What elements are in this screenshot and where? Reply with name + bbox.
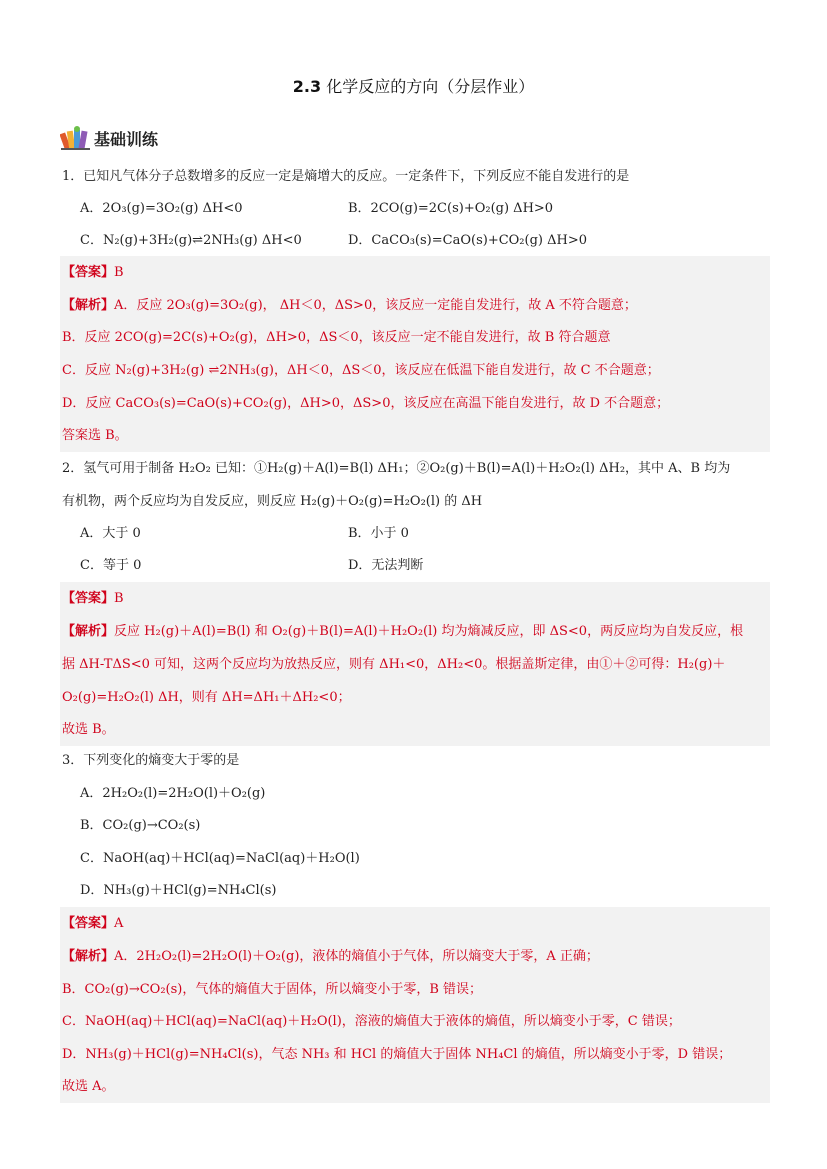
q1-option-b: B．2CO(g)=2C(s)+O₂(g) ΔH>0 [348,201,554,216]
q2-option-d: D．无法判断 [348,558,424,573]
q2-analysis-tag: 【解析】 [62,624,115,639]
q3-stem: 3．下列变化的熵变大于零的是 [62,753,240,768]
q1-analysis-5: 答案选 B。 [62,428,128,443]
q1-analysis-3: C．反应 N₂(g)+3H₂(g) ⇌2NH₃(g)，ΔH＜0，ΔS＜0，该反应在低温下能自发进行，故 C 不合题意； [62,363,660,378]
q3-analysis-5: 故选 A。 [62,1079,115,1094]
q1-answer-box [60,256,770,452]
q2-option-b: B．小于 0 [348,526,409,541]
q1-answer [62,263,124,283]
q3-answer [62,914,123,934]
section-label: 基础训练 [94,129,159,149]
q1-analysis-tag: 【解析】 [62,298,115,313]
q2-option-a: A．大于 0 [80,526,141,541]
page-title [0,74,827,97]
q2-analysis-1 [62,622,743,642]
q2-answer [62,589,124,609]
q3-answer-box [60,907,770,1103]
q3-analysis-text-1: A．2H₂O₂(l)=2H₂O(l)＋O₂(g)，液体的熵值小于气体，所以熵变大于零，A 正确； [114,949,599,964]
q1-answer-tag: 【答案】 [62,265,115,280]
q2-answer-tag: 【答案】 [62,591,115,606]
q2-analysis-3: O₂(g)=H₂O₂(l) ΔH，则有 ΔH=ΔH₁＋ΔH₂<0； [62,690,351,705]
q3-answer-tag: 【答案】 [62,916,115,931]
q1-stem: 1．已知凡气体分子总数增多的反应一定是熵增大的反应。一定条件下，下列反应不能自发进行的是 [62,169,630,184]
q2-stem-1: 2．氢气可用于制备 H₂O₂ 已知：①H₂(g)＋A(l)=B(l) ΔH₁；②O₂(g)＋B(l)=A(l)＋H₂O₂(l) ΔH₂，其中 A、B 均为 [62,461,731,476]
q3-option-c: C．NaOH(aq)＋HCl(aq)=NaCl(aq)＋H₂O(l) [80,851,360,866]
section-header [60,124,158,152]
q3-option-a: A．2H₂O₂(l)=2H₂O(l)＋O₂(g) [80,786,266,801]
q2-analysis-2: 据 ΔH-TΔS<0 可知，这两个反应均为放热反应，则有 ΔH₁<0，ΔH₂<0。根据盖斯定律，由①＋②可得：H₂(g)＋ [62,657,726,672]
q1-analysis-2: B．反应 2CO(g)=2C(s)+O₂(g)，ΔH>0，ΔS＜0，该反应一定不能自发进行，故 B 符合题意 [62,330,611,345]
q3-answer-value: A [114,916,124,931]
q3-analysis-tag: 【解析】 [62,949,115,964]
q1-analysis-1 [62,296,637,316]
books-icon [60,125,92,151]
q1-option-a: A．2O₃(g)=3O₂(g) ΔH<0 [80,201,243,216]
title-text: 化学反应的方向（分层作业） [321,77,535,96]
title-number: 2.3 [292,77,322,96]
q3-analysis-1 [62,947,599,967]
q1-option-d: D．CaCO₃(s)=CaO(s)+CO₂(g) ΔH>0 [348,233,588,248]
q1-option-c: C．N₂(g)+3H₂(g)⇌2NH₃(g) ΔH<0 [80,233,302,248]
q3-option-d: D．NH₃(g)＋HCl(g)=NH₄Cl(s) [80,883,277,898]
q3-analysis-2: B．CO₂(g)→CO₂(s)，气体的熵值大于固体，所以熵变小于零，B 错误； [62,982,483,997]
q1-answer-value: B [114,265,124,280]
q2-option-c: C．等于 0 [80,558,142,573]
q3-analysis-4: D．NH₃(g)＋HCl(g)=NH₄Cl(s)，气态 NH₃ 和 HCl 的熵值大于固体 NH₄Cl 的熵值，所以熵变小于零，D 错误； [62,1047,732,1062]
q1-analysis-4: D．反应 CaCO₃(s)=CaO(s)+CO₂(g)，ΔH>0，ΔS>0，该反应在高温下能自发进行，故 D 不合题意； [62,396,670,411]
q3-option-b: B．CO₂(g)→CO₂(s) [80,818,201,833]
q2-answer-value: B [114,591,124,606]
q3-analysis-3: C．NaOH(aq)＋HCl(aq)=NaCl(aq)＋H₂O(l)，溶液的熵值大于液体的熵值，所以熵变小于零，C 错误； [62,1014,681,1029]
q2-analysis-4: 故选 B。 [62,722,115,737]
q2-analysis-text-1: 反应 H₂(g)＋A(l)=B(l) 和 O₂(g)＋B(l)=A(l)＋H₂O₂(l) 均为熵减反应，即 ΔS<0，两反应均为自发反应，根 [114,624,744,639]
q1-analysis-text-1: A．反应 2O₃(g)=3O₂(g)， ΔH＜0，ΔS>0，该反应一定能自发进行，故 A 不符合题意； [114,298,637,313]
q2-stem-2: 有机物，两个反应均为自发反应，则反应 H₂(g)＋O₂(g)=H₂O₂(l) 的 ΔH [62,494,483,509]
